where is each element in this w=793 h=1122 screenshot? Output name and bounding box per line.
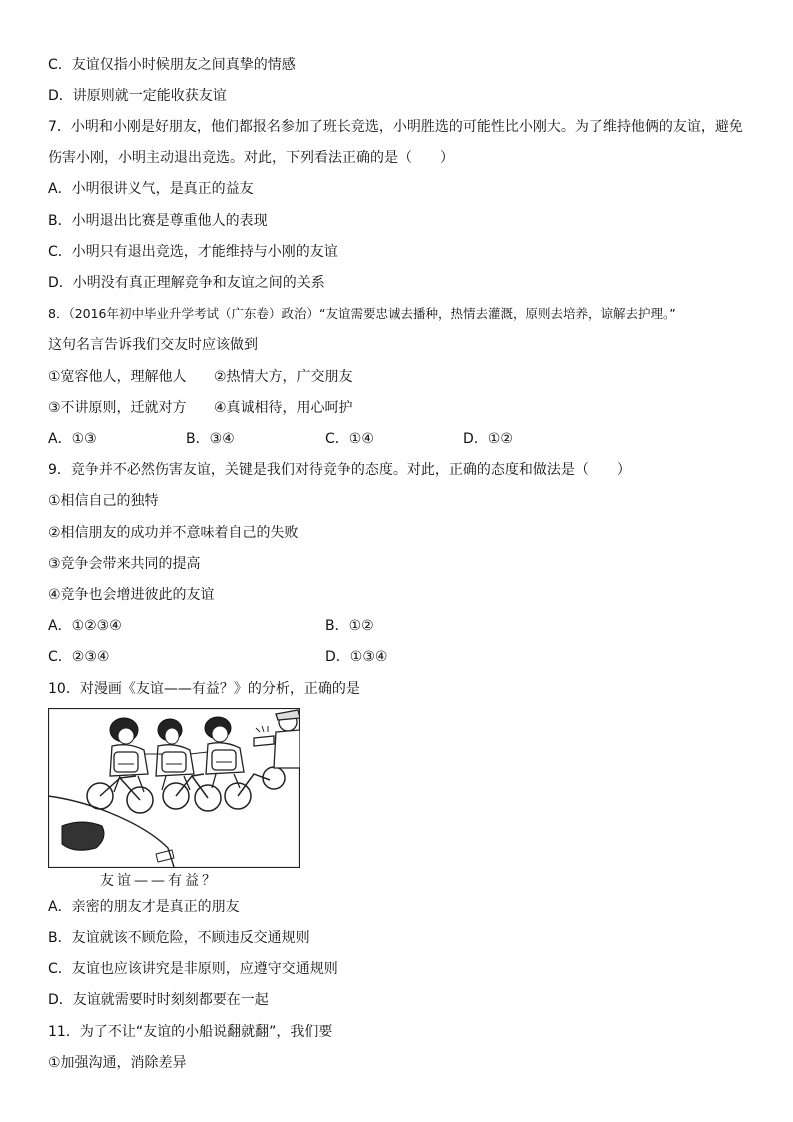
q8-stem-line-2: 这句名言告诉我们交友时应该做到 <box>48 337 258 353</box>
q10-option-a: A．亲密的朋友才是真正的朋友 <box>48 899 240 915</box>
q10-stem: 10．对漫画《友谊——有益？》的分析，正确的是 <box>48 681 360 697</box>
q8-option-c: C．①④ <box>325 431 374 447</box>
q10-option-d: D．友谊就需要时时刻刻都要在一起 <box>48 992 269 1008</box>
q9-option-b: B．①② <box>325 618 374 634</box>
q9-option-d: D．①③④ <box>325 649 388 665</box>
q9-item-3: ③竞争会带来共同的提高 <box>48 556 201 572</box>
q9-stem: 9．竞争并不必然伤害友谊，关键是我们对待竞争的态度。对此，正确的态度和做法是（ ） <box>48 462 631 478</box>
comic-illustration <box>48 708 300 868</box>
q7-option-b: B．小明退出比赛是尊重他人的表现 <box>48 213 268 229</box>
q8-option-d: D．①② <box>463 431 513 447</box>
q7-option-d: D．小明没有真正理解竞争和友谊之间的关系 <box>48 275 325 291</box>
q8-stem-line-1: 8．（2016年初中毕业升学考试（广东卷）政治）“友谊需要忠诚去播种，热情去灌溉，原则去培养，谅解去护理。” <box>48 306 676 321</box>
q9-option-a: A．①②③④ <box>48 618 122 634</box>
q8-item-2: ②热情大方，广交朋友 <box>214 369 353 385</box>
q8-option-b: B．③④ <box>186 431 235 447</box>
q7-stem-line-1: 7．小明和小刚是好朋友，他们都报名参加了班长竞选，小明胜选的可能性比小刚大。为了维持他俩的友谊，避免 <box>48 119 743 135</box>
q7-option-c: C．小明只有退出竞选，才能维持与小刚的友谊 <box>48 244 338 260</box>
q6-option-d: D．讲原则就一定能收获友谊 <box>48 88 227 104</box>
q6-option-c: C．友谊仅指小时候朋友之间真挚的情感 <box>48 57 296 73</box>
q8-option-a: A．①③ <box>48 431 97 447</box>
q9-item-2: ②相信朋友的成功并不意味着自己的失败 <box>48 525 299 541</box>
q10-option-c: C．友谊也应该讲究是非原则，应遵守交通规则 <box>48 961 338 977</box>
q9-item-1: ①相信自己的独特 <box>48 493 159 509</box>
q9-option-c: C．②③④ <box>48 649 110 665</box>
q11-item-1: ①加强沟通，消除差异 <box>48 1055 187 1071</box>
q11-stem: 11．为了不让“友谊的小船说翻就翻”，我们要 <box>48 1024 333 1040</box>
comic-caption: 友谊——有益？ <box>100 873 219 889</box>
q8-item-4: ④真诚相待，用心呵护 <box>214 400 353 416</box>
q9-item-4: ④竞争也会增进彼此的友谊 <box>48 587 215 603</box>
q7-option-a: A．小明很讲义气，是真正的益友 <box>48 181 254 197</box>
q8-item-3: ③不讲原则，迁就对方 <box>48 400 187 416</box>
q8-item-1: ①宽容他人，理解他人 <box>48 369 187 385</box>
q10-option-b: B．友谊就该不顾危险，不顾违反交通规则 <box>48 930 310 946</box>
q7-stem-line-2: 伤害小刚，小明主动退出竞选。对此，下列看法正确的是（ ） <box>48 150 454 166</box>
